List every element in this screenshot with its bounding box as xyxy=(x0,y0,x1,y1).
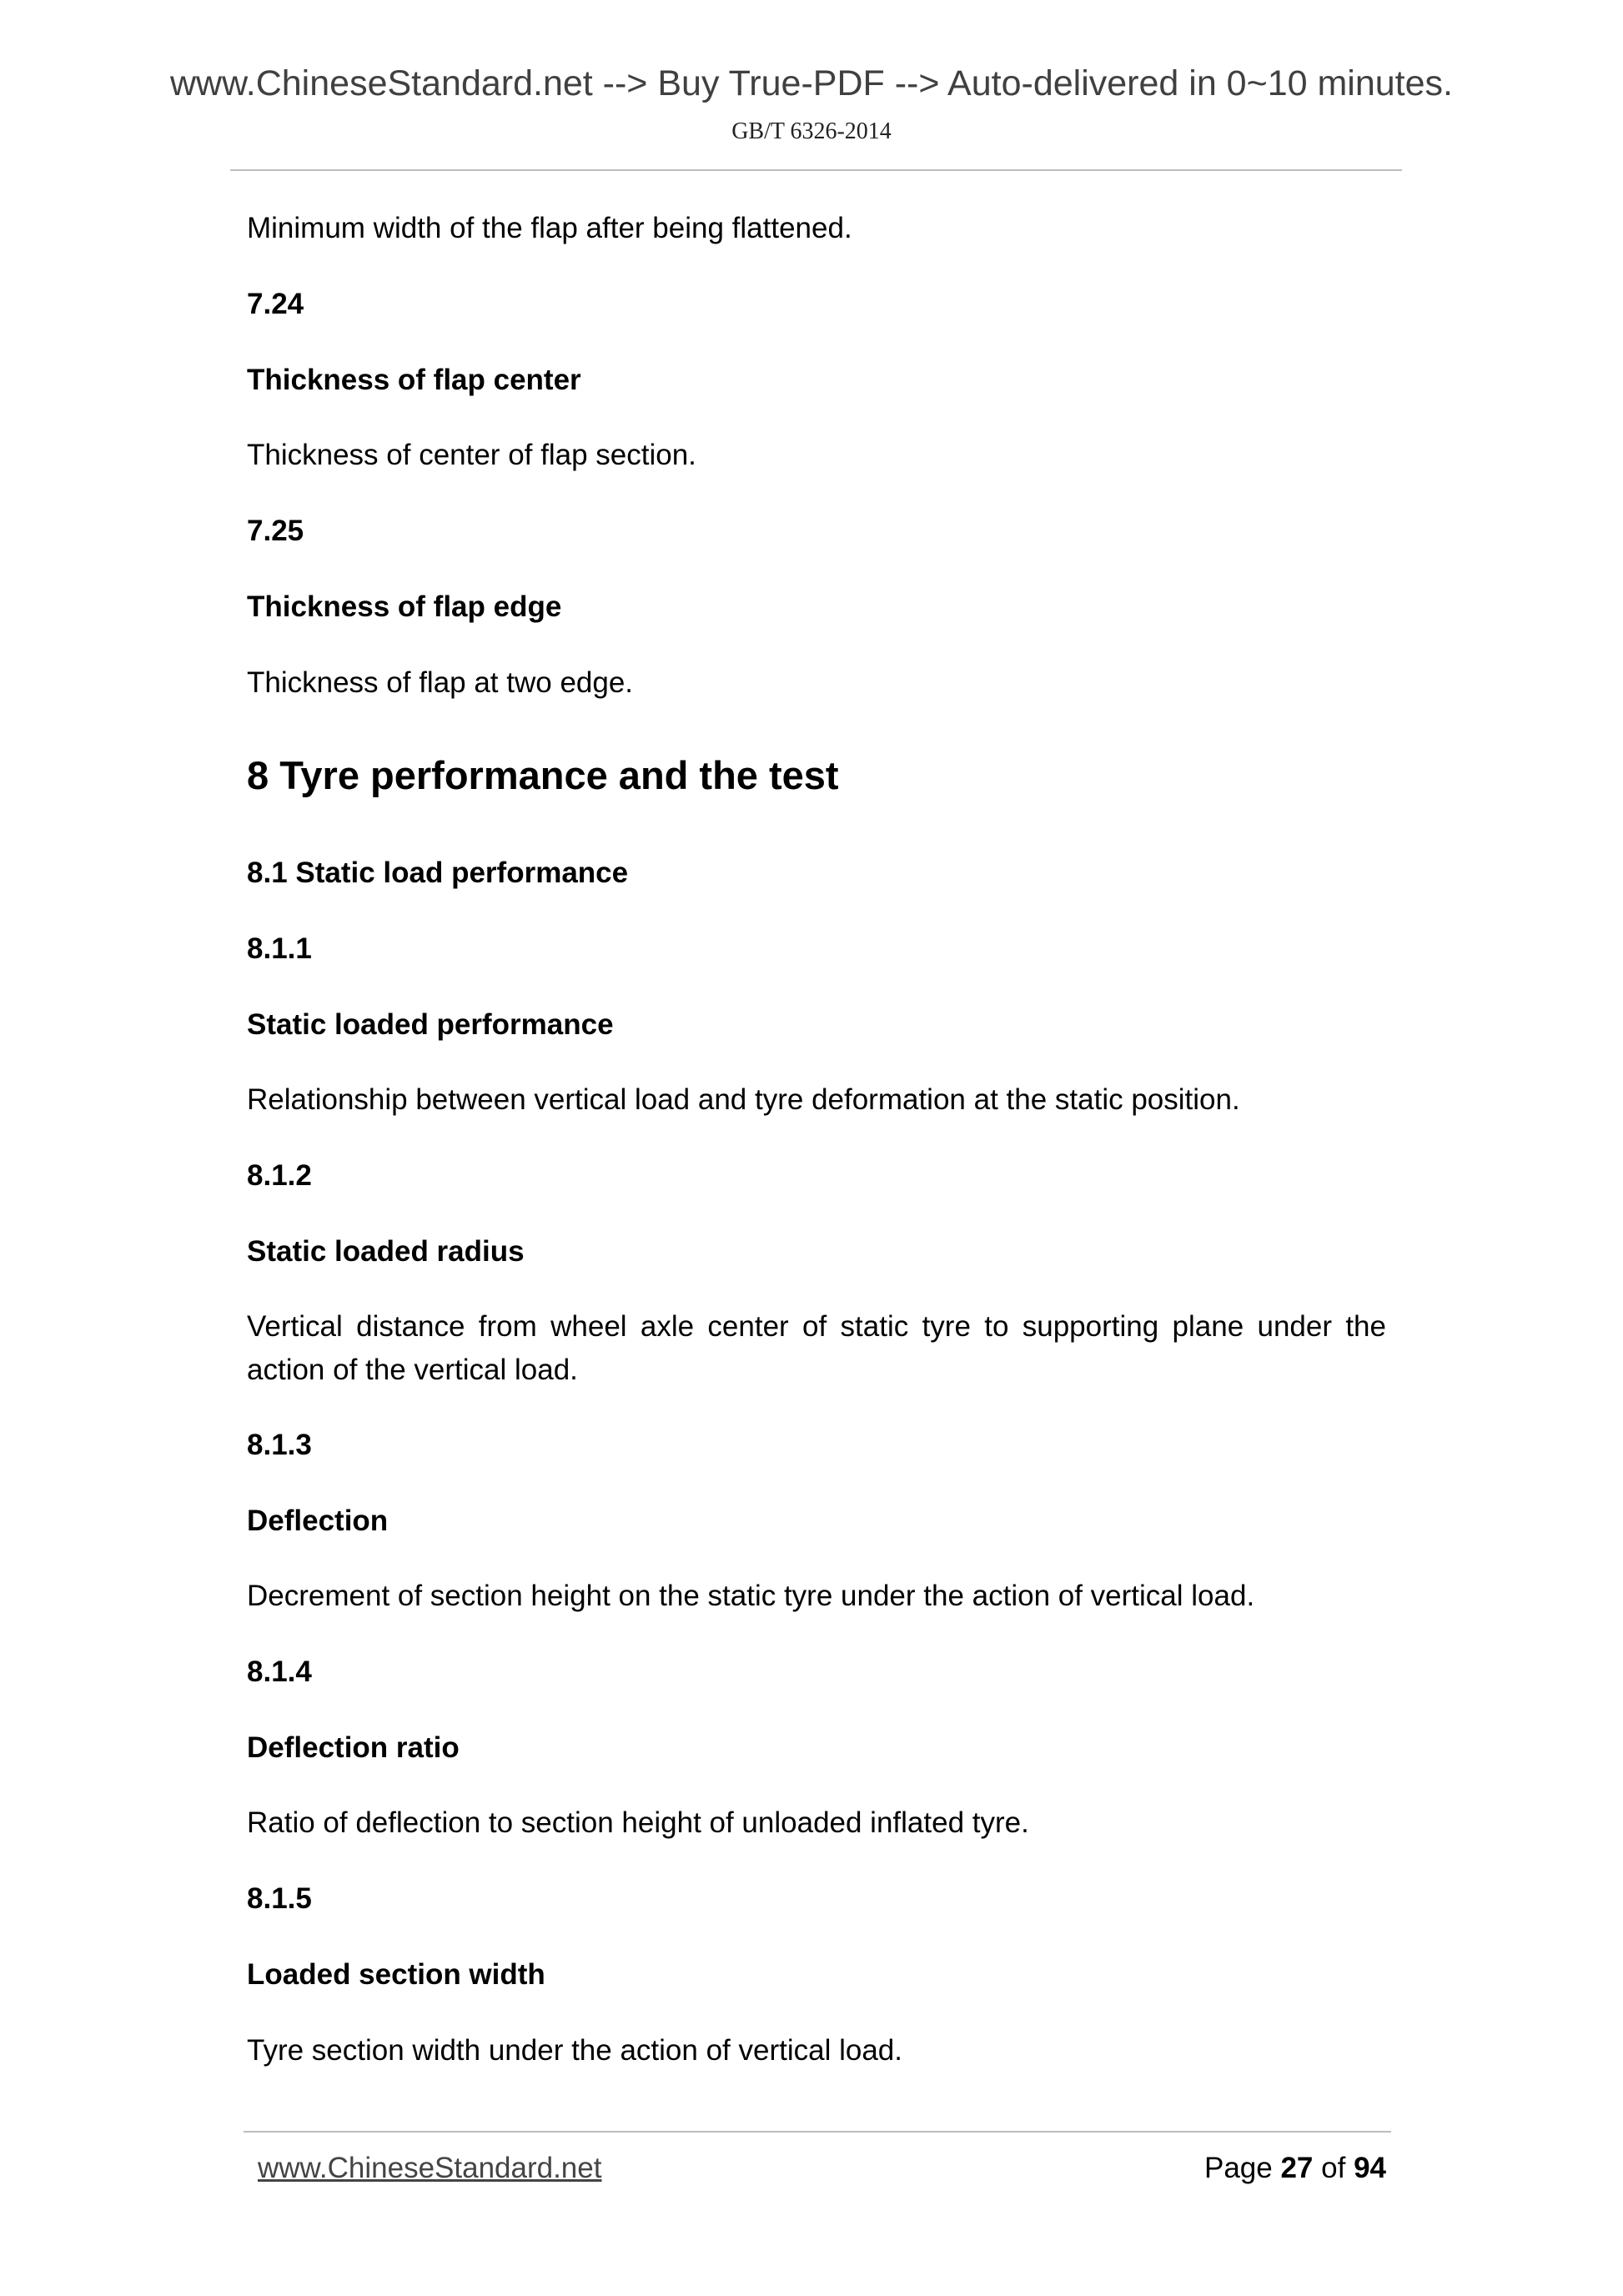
page-total: 94 xyxy=(1354,2152,1386,2184)
section-number-8-1-2: 8.1.2 xyxy=(247,1159,312,1192)
definition-7-25: Thickness of flap at two edge. xyxy=(247,666,634,699)
chapter-8-heading: 8 Tyre performance and the test xyxy=(247,753,839,797)
term-8-1-3: Deflection xyxy=(247,1505,389,1537)
footer-divider xyxy=(244,2131,1391,2133)
intro-text: Minimum width of the flap after being flattened. xyxy=(247,212,852,244)
page-of: of xyxy=(1321,2152,1346,2184)
definition-8-1-5: Tyre section width under the action of vertical load. xyxy=(247,2034,902,2067)
section-number-8-1-1: 8.1.1 xyxy=(247,932,312,965)
section-number-8-1-3: 8.1.3 xyxy=(247,1429,312,1461)
section-number-7-24: 7.24 xyxy=(247,288,304,320)
footer-site-link[interactable]: www.ChineseStandard.net xyxy=(258,2152,602,2184)
definition-8-1-3: Decrement of section height on the static tyre under the action of vertical load. xyxy=(247,1580,1255,1612)
term-8-1-4: Deflection ratio xyxy=(247,1731,460,1764)
term-7-24: Thickness of flap center xyxy=(247,364,581,396)
term-8-1-2: Static loaded radius xyxy=(247,1235,525,1268)
definition-8-1-2: Vertical distance from wheel axle center of static tyre to supporting plane under the action of the vertical load. xyxy=(247,1310,1386,1386)
term-7-25: Thickness of flap edge xyxy=(247,590,562,623)
term-8-1-5: Loaded section width xyxy=(247,1958,545,1991)
standard-code: GB/T 6326-2014 xyxy=(731,118,892,144)
section-number-8-1-5: 8.1.5 xyxy=(247,1882,312,1915)
section-number-8-1-4: 8.1.4 xyxy=(247,1655,312,1688)
page-prefix: Page xyxy=(1203,2152,1273,2184)
page-current: 27 xyxy=(1280,2152,1314,2184)
section-number-7-25: 7.25 xyxy=(247,515,304,547)
header-divider xyxy=(230,169,1402,171)
page-indicator xyxy=(1204,2152,1386,2185)
header-banner: www.ChineseStandard.net --> Buy True-PDF --> Auto-delivered in 0~10 minutes. xyxy=(169,63,1453,103)
section-8-1-heading: 8.1 Static load performance xyxy=(247,857,629,889)
term-8-1-1: Static loaded performance xyxy=(247,1008,614,1041)
definition-8-1-4: Ratio of deflection to section height of unloaded inflated tyre. xyxy=(247,1806,1029,1839)
definition-8-1-1: Relationship between vertical load and tyre deformation at the static position. xyxy=(247,1083,1240,1116)
definition-7-24: Thickness of center of flap section. xyxy=(247,439,696,471)
